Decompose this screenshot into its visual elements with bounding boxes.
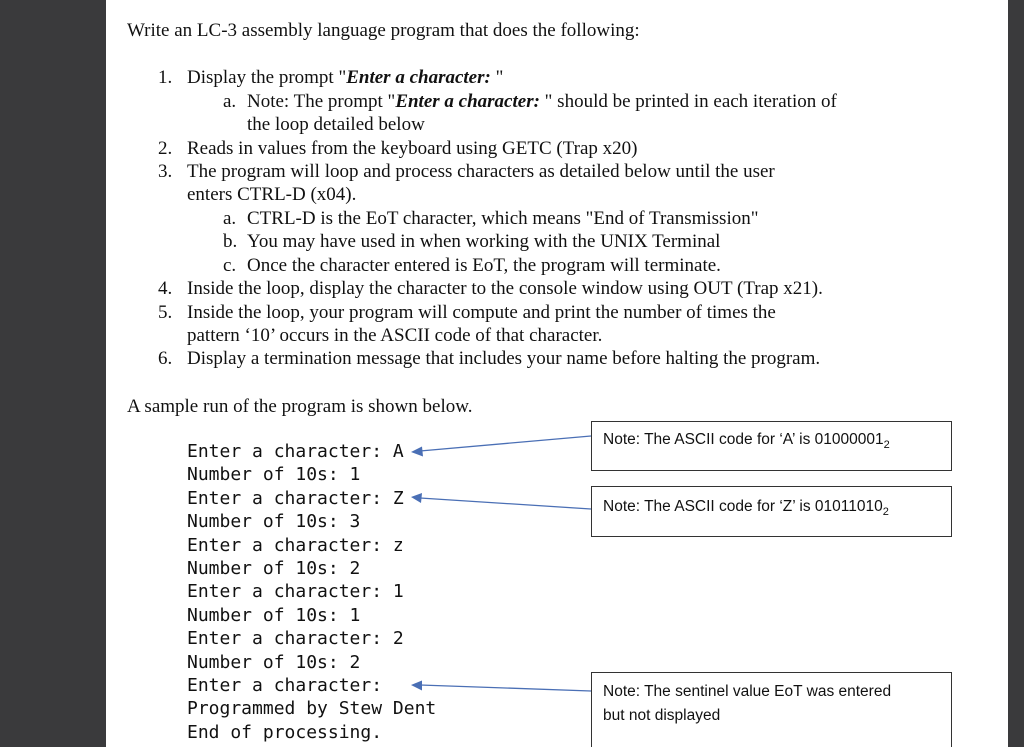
step-1a-letter: a.	[223, 91, 237, 112]
step-5-number: 5.	[158, 302, 173, 323]
console-line: Enter a character: 2	[187, 628, 404, 649]
console-line: Enter a character:	[187, 675, 383, 696]
console-line: Enter a character: 1	[187, 581, 404, 602]
step-5-text: Inside the loop, your program will compute and print the number of times the	[187, 302, 776, 323]
console-line: Number of 10s: 3	[187, 511, 361, 532]
step-1a-text-cont: the loop detailed below	[247, 114, 425, 135]
step-1a-text: Note: The prompt "Enter a character: " should be printed in each iteration of	[247, 91, 837, 112]
step-3a-letter: a.	[223, 208, 237, 229]
heading: Write an LC-3 assembly language program that does the following:	[127, 20, 640, 41]
step-3a-text: CTRL-D is the EoT character, which means "End of Transmission"	[247, 208, 759, 229]
step-4-number: 4.	[158, 278, 173, 299]
arrow-a-head	[411, 447, 423, 457]
step-2-text: Reads in values from the keyboard using GETC (Trap x20)	[187, 138, 638, 159]
step-3-text: The program will loop and process characters as detailed below until the user	[187, 161, 775, 182]
note-eot: Note: The sentinel value EoT was entered but not displayed	[591, 672, 952, 747]
callout-arrows	[106, 0, 1008, 747]
step-3b-text: You may have used in when working with the UNIX Terminal	[247, 231, 721, 252]
arrow-z-line	[420, 498, 591, 509]
console-line: Number of 10s: 1	[187, 605, 361, 626]
step-3-text-cont: enters CTRL-D (x04).	[187, 184, 357, 205]
console-line: Number of 10s: 1	[187, 464, 361, 485]
arrow-eot-head	[411, 681, 422, 691]
arrow-a-line	[420, 436, 591, 451]
step-6-number: 6.	[158, 348, 173, 369]
console-line: Enter a character: z	[187, 535, 404, 556]
step-1-number: 1.	[158, 67, 173, 88]
console-line: Enter a character: A	[187, 441, 404, 462]
arrow-z-head	[411, 493, 422, 503]
console-line: End of processing.	[187, 722, 383, 743]
document-page	[106, 0, 1008, 747]
console-line: Number of 10s: 2	[187, 652, 361, 673]
step-1-text: Display the prompt "Enter a character: "	[187, 67, 504, 88]
step-5-text-cont: pattern ‘10’ occurs in the ASCII code of that character.	[187, 325, 603, 346]
note-ascii-a: Note: The ASCII code for ‘A’ is $01000001_2$	[591, 421, 952, 471]
step-3-number: 3.	[158, 161, 173, 182]
sample-intro: A sample run of the program is shown below.	[127, 396, 473, 417]
console-line: Enter a character: Z	[187, 488, 404, 509]
step-2-number: 2.	[158, 138, 173, 159]
console-line: Number of 10s: 2	[187, 558, 361, 579]
arrow-eot-line	[420, 685, 591, 691]
step-4-text: Inside the loop, display the character to the console window using OUT (Trap x21).	[187, 278, 823, 299]
note-ascii-z: Note: The ASCII code for ‘Z’ is $01011010_2$	[591, 486, 952, 537]
step-6-text: Display a termination message that includes your name before halting the program.	[187, 348, 821, 369]
step-3c-letter: c.	[223, 255, 237, 276]
console-line: Programmed by Stew Dent	[187, 698, 437, 719]
step-3c-text: Once the character entered is EoT, the program will terminate.	[247, 255, 721, 276]
step-3b-letter: b.	[223, 231, 238, 252]
